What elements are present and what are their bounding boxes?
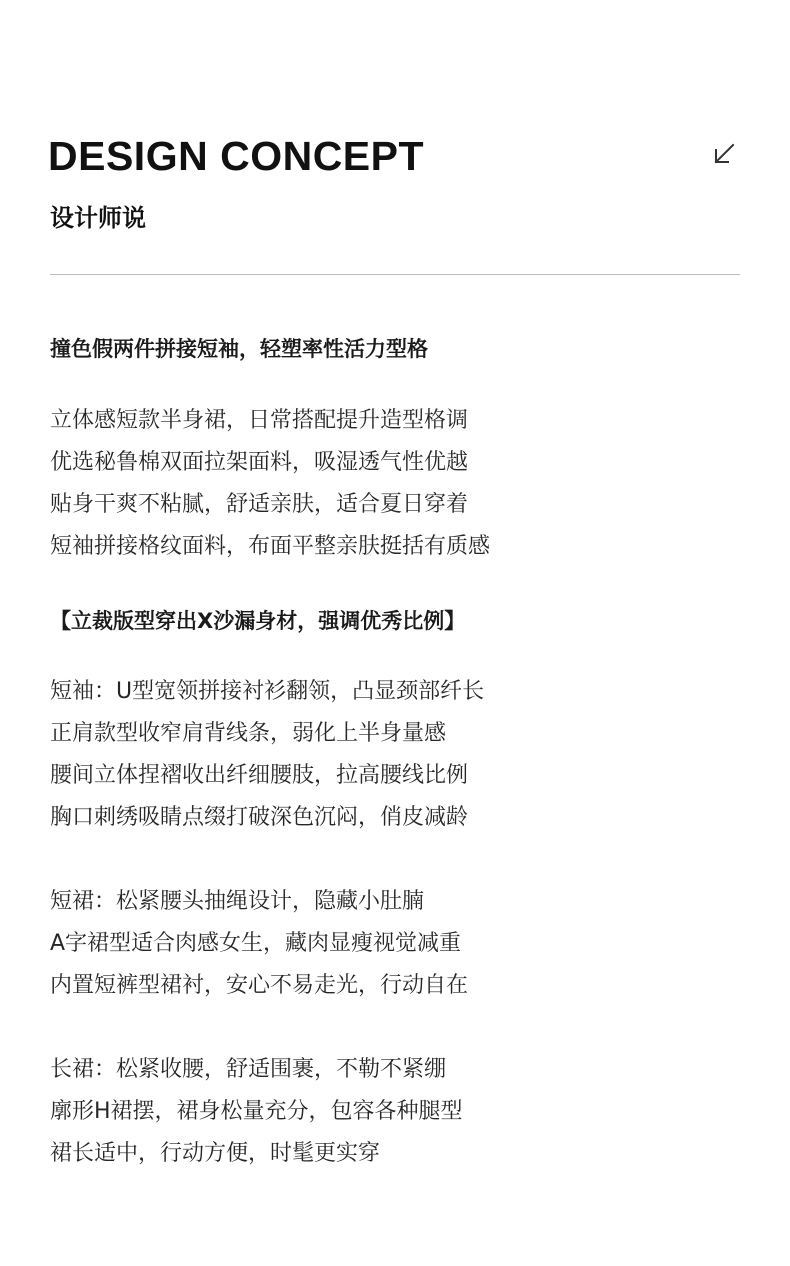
paragraph-fabric bbox=[50, 400, 750, 568]
text-line: 贴身干爽不粘腻，舒适亲肤，适合夏日穿着 bbox=[50, 492, 469, 517]
header-subtitle: 设计师说 bbox=[50, 204, 146, 232]
text-line: 廓形H裙摆，裙身松量充分，包容各种腿型 bbox=[50, 1099, 463, 1124]
text-line: A字裙型适合肉感女生，藏肉显瘦视觉减重 bbox=[50, 931, 462, 956]
header-title: DESIGN CONCEPT bbox=[48, 133, 425, 179]
text-line: 内置短裤型裙衬，安心不易走光，行动自在 bbox=[50, 973, 469, 998]
divider bbox=[50, 274, 740, 275]
text-line: 正肩款型收窄肩背线条，弱化上半身量感 bbox=[50, 721, 447, 746]
paragraph-short-skirt bbox=[50, 881, 750, 1007]
text-line: 裙长适中，行动方便，时髦更实穿 bbox=[50, 1141, 381, 1166]
text-line: 腰间立体捏褶收出纤细腰肢，拉高腰线比例 bbox=[50, 763, 469, 788]
section-heading-silhouette: 【立裁版型穿出X沙漏身材，强调优秀比例】 bbox=[50, 609, 466, 633]
text-line: 胸口刺绣吸睛点缀打破深色沉闷，俏皮减龄 bbox=[50, 805, 469, 830]
text-line: 短裙：松紧腰头抽绳设计，隐藏小肚腩 bbox=[50, 889, 425, 914]
section-heading-style: 撞色假两件拼接短袖，轻塑率性活力型格 bbox=[50, 337, 428, 361]
text-line: 短袖拼接格纹面料，布面平整亲肤挺括有质感 bbox=[50, 534, 491, 559]
arrow-down-left-icon bbox=[712, 142, 736, 166]
text-line: 短袖：U型宽领拼接衬衫翻领，凸显颈部纤长 bbox=[50, 679, 485, 704]
paragraph-long-skirt bbox=[50, 1049, 750, 1175]
text-line: 优选秘鲁棉双面拉架面料，吸湿透气性优越 bbox=[50, 450, 469, 475]
paragraph-top bbox=[50, 671, 750, 839]
text-line: 长裙：松紧收腰，舒适围裹，不勒不紧绷 bbox=[50, 1057, 447, 1082]
text-line: 立体感短款半身裙，日常搭配提升造型格调 bbox=[50, 408, 469, 433]
design-description bbox=[50, 330, 750, 1175]
